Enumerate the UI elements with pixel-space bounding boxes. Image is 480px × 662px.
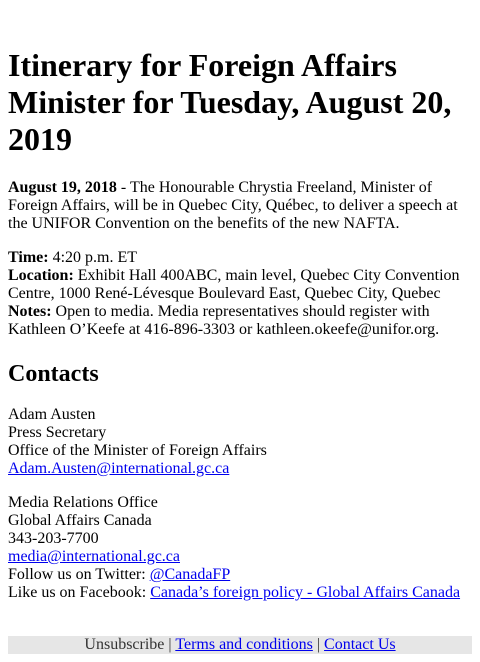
contact-email-link[interactable]: Adam.Austen@international.gc.ca: [8, 460, 230, 477]
media-email-link[interactable]: media@international.gc.ca: [8, 548, 180, 565]
footer-separator: |: [312, 636, 325, 653]
contacts-heading: Contacts: [8, 361, 99, 387]
intro-date: August 19, 2018: [8, 179, 117, 196]
footer-bar: [8, 636, 472, 654]
footer-separator: |: [164, 636, 176, 653]
unsubscribe-link[interactable]: Unsubscribe: [84, 636, 165, 653]
media-phone: 343-203-7700: [8, 530, 99, 547]
facebook-row: [8, 584, 472, 602]
time-row: [8, 249, 472, 267]
location-row: [8, 267, 472, 303]
contact-role: Press Secretary: [8, 424, 107, 441]
location-label: Location:: [8, 267, 74, 284]
notes-label: Notes:: [8, 303, 52, 320]
terms-link[interactable]: Terms and conditions: [175, 636, 313, 653]
time-label: Time:: [8, 249, 49, 266]
event-details: [8, 249, 472, 339]
notes-row: [8, 303, 472, 339]
facebook-link[interactable]: Canada’s foreign policy - Global Affairs Canada: [150, 584, 461, 601]
contact-name: Adam Austen: [8, 406, 96, 423]
intro-paragraph: [8, 179, 472, 233]
press-contact: [8, 406, 472, 478]
time-value: 4:20 p.m. ET: [48, 249, 138, 266]
facebook-label: Like us on Facebook:: [8, 584, 151, 601]
intro-text: - The Honourable Chrystia Freeland, Minister of Foreign Affairs, will be in Quebec City, Québec, to deliver a speech at the UNIFOR Convention on the benefits of the new NAFTA.: [8, 179, 458, 232]
media-org: Global Affairs Canada: [8, 512, 152, 529]
twitter-link[interactable]: @CanadaFP: [149, 566, 231, 583]
notes-value: Open to media. Media representatives should register with Kathleen O’Keefe at 416-896-3303 or kathleen.okeefe@unifor.org.: [8, 303, 440, 338]
contact-us-link[interactable]: Contact Us: [324, 636, 396, 653]
page-title: Itinerary for Foreign Affairs Minister for Tuesday, August 20, 2019: [8, 47, 452, 157]
contact-office: Office of the Minister of Foreign Affairs: [8, 442, 267, 459]
twitter-row: [8, 566, 472, 584]
media-contact: [8, 494, 472, 602]
media-office-name: Media Relations Office: [8, 494, 158, 511]
location-value: Exhibit Hall 400ABC, main level, Quebec City Convention Centre, 1000 René-Lévesque Boulevard East, Quebec City, Quebec: [8, 267, 460, 302]
twitter-label: Follow us on Twitter:: [8, 566, 150, 583]
